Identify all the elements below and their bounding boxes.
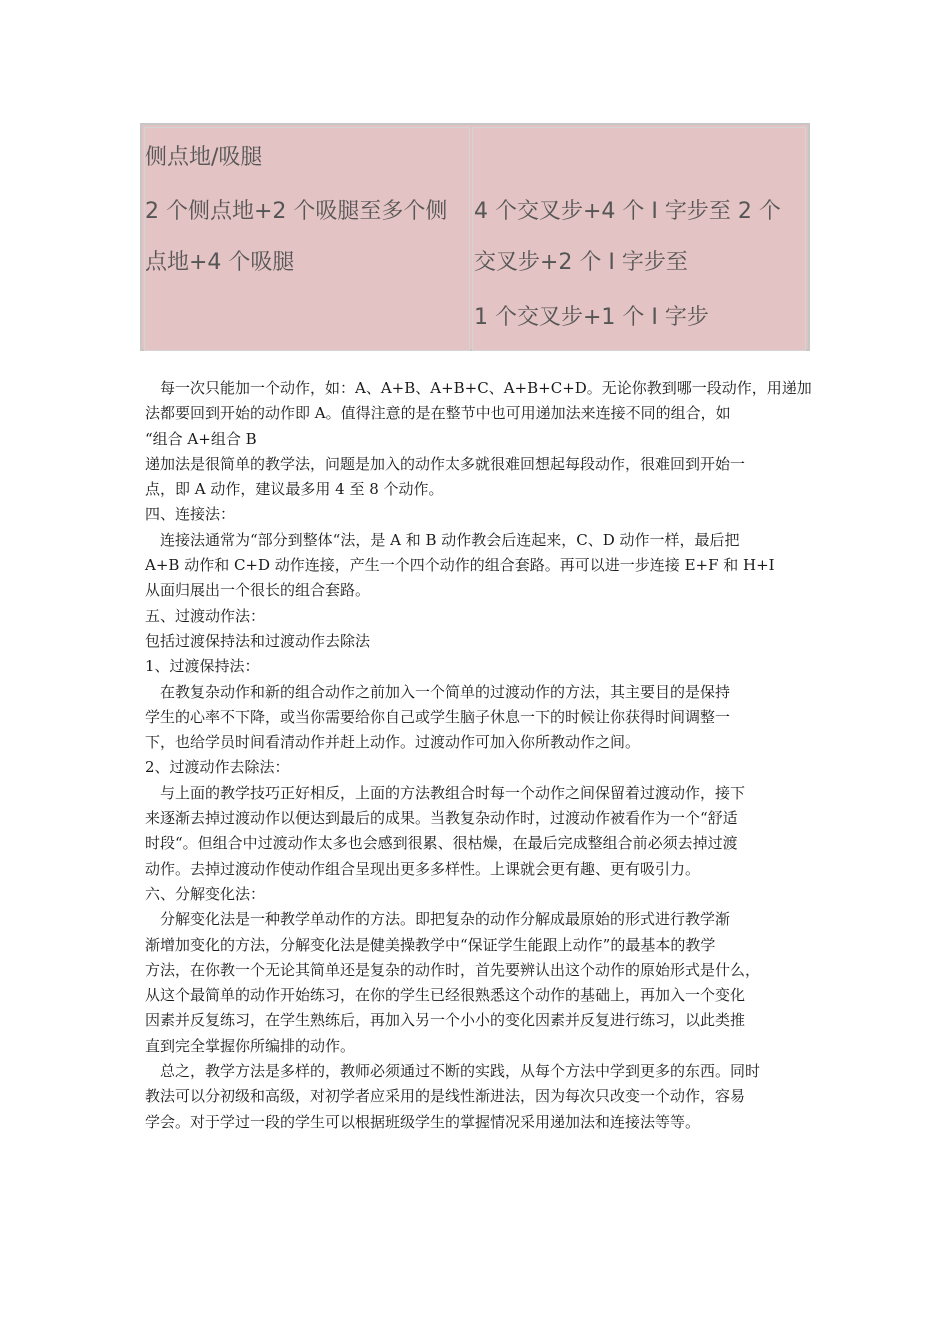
text-line: 学生的心率不下降，或当你需要给你自己或学生脑子休息一下的时候让你获得时间调整一	[145, 707, 731, 726]
table-right-line-2: 交叉步+2 个 I 字步至	[474, 250, 688, 275]
text-line: 动作。去掉过渡动作使动作组合呈现出更多多样性。上课就会更有趣、更有吸引力。	[145, 859, 701, 878]
text-line: 分解变化法是一种教学单动作的方法。即把复杂的动作分解成最原始的形式进行教学渐	[160, 910, 731, 929]
text-line: 法都要回到开始的动作即 A。值得注意的是在整节中也可用递加法来连接不同的组合，如	[145, 404, 731, 423]
text-line: A+B 动作和 C+D 动作连接，产生一个四个动作的组合套路。再可以进一步连接 E+F 和 H+I	[145, 556, 775, 575]
text-line: 直到完全掌握你所编排的动作。	[145, 1036, 356, 1055]
section-heading: 四、连接法：	[145, 505, 236, 524]
text-line: 来逐渐去掉过渡动作以便达到最后的成果。当教复杂动作时，过渡动作被看作为一个“舒适	[145, 809, 738, 828]
text-line: 在教复杂动作和新的组合动作之前加入一个简单的过渡动作的方法，其主要目的是保持	[160, 682, 731, 701]
text-line: 因素并反复练习，在学生熟练后，再加入另一个小小的变化因素并反复进行练习，以此类推	[145, 1011, 746, 1030]
text-line: 从面归展出一个很长的组合套路。	[145, 581, 371, 600]
table-left-line-1: 侧点地/吸腿	[145, 145, 263, 170]
table-right-line-1: 4 个交叉步+4 个 I 字步至 2 个	[474, 199, 781, 224]
table-right-line-3: 1 个交叉步+1 个 I 字步	[474, 305, 709, 330]
section-heading: 六、分解变化法：	[145, 884, 266, 903]
text-line: 与上面的教学技巧正好相反，上面的方法教组合时每一个动作之间保留着过渡动作，接下	[160, 783, 746, 802]
text-line: 下，也给学员时间看清动作并赶上动作。过渡动作可加入你所教动作之间。	[145, 733, 641, 752]
subsection-heading: 1、过渡保持法：	[145, 657, 260, 676]
text-line: 时段“。但组合中过渡动作太多也会感到很累、很枯燥，在最后完成整组合前必须去掉过渡	[145, 834, 738, 853]
text-line: 渐增加变化的方法，分解变化法是健美操教学中“保证学生能跟上动作”的最基本的教学	[145, 935, 716, 954]
text-line: 每一次只能加一个动作，如：A、A+B、A+B+C、A+B+C+D。无论你教到哪一段动作，用递加	[160, 379, 812, 397]
subsection-heading: 2、过渡动作去除法：	[145, 758, 290, 777]
text-line: 总之，教学方法是多样的，教师必须通过不断的实践，从每个方法中学到更多的东西。同时	[160, 1062, 761, 1081]
text-line: 方法，在你教一个无论其简单还是复杂的动作时，首先要辨认出这个动作的原始形式是什么，	[145, 960, 761, 979]
text-line: 点，即 A 动作，建议最多用 4 至 8 个动作。	[145, 480, 444, 499]
text-line: 包括过渡保持法和过渡动作去除法	[145, 631, 371, 650]
section-heading: 五、过渡动作法：	[145, 606, 266, 625]
table-left-line-2: 2 个侧点地+2 个吸腿至多个侧	[145, 199, 448, 224]
text-line: 连接法通常为“部分到整体“法，是 A 和 B 动作教会后连起来，C、D 动作一样，最后把	[160, 530, 740, 549]
text-line: 教法可以分初级和高级，对初学者应采用的是线性渐进法，因为每次只改变一个动作，容易	[145, 1087, 746, 1106]
body-text	[145, 376, 815, 1135]
text-line: “组合 A+组合 B	[145, 429, 257, 448]
text-line: 学会。对于学过一段的学生可以根据班级学生的掌握情况采用递加法和连接法等等。	[145, 1112, 701, 1131]
text-line: 从这个最简单的动作开始练习，在你的学生已经很熟悉这个动作的基础上，再加入一个变化	[145, 986, 746, 1005]
text-line: 递加法是很简单的教学法，问题是加入的动作太多就很难回想起每段动作，很难回到开始一	[145, 454, 746, 473]
table-left-line-3: 点地+4 个吸腿	[145, 250, 295, 275]
